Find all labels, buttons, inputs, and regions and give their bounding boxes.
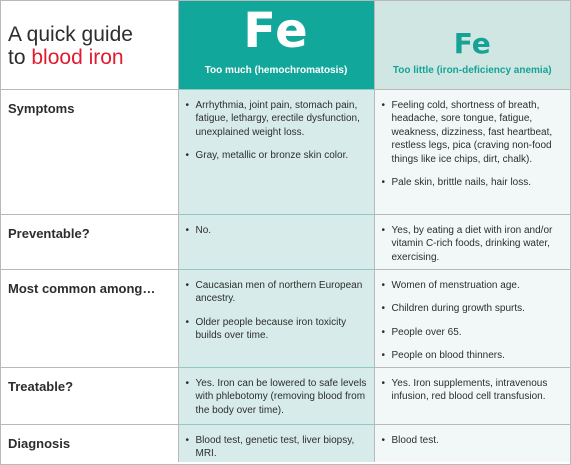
table-row (1, 214, 570, 269)
list-item: • Children during growth spurts. (381, 303, 525, 314)
column-header-too-much (178, 1, 374, 89)
column-header-too-little (374, 1, 570, 89)
row-label: Preventable? (1, 214, 178, 269)
bullet-icon: • (185, 279, 190, 291)
table-row (1, 269, 570, 367)
row-label: Most common among… (1, 269, 178, 367)
cell-too-little (374, 89, 570, 214)
cell-too-little (374, 214, 570, 269)
bullet-icon: • (381, 434, 386, 446)
cell-too-little (374, 367, 570, 424)
bullet-icon: • (185, 150, 190, 161)
list-item: • Arrhythmia, joint pain, stomach pain, fatigue, lethargy, erectile dysfunction, unexplained weight loss. (185, 99, 360, 138)
guide-title (1, 1, 178, 89)
bullet-icon: • (381, 99, 386, 111)
cell-too-little (374, 424, 570, 462)
cell-too-much (178, 89, 374, 214)
bullet-icon: • (185, 377, 190, 389)
list-item: • Yes. Iron can be lowered to safe levels with phlebotomy (removing blood from the body over time). (185, 377, 367, 416)
bullet-icon: • (381, 279, 386, 291)
list-item: • Women of menstruation age. (381, 279, 520, 291)
table-row (1, 89, 570, 214)
bullet-icon: • (381, 177, 386, 188)
bullet-icon: • (185, 434, 190, 446)
bullet-icon: • (185, 99, 190, 111)
list-item: • Blood test. (381, 434, 439, 446)
title-line-1: A quick guide (8, 23, 133, 46)
list-item: • People on blood thinners. (381, 350, 505, 361)
table-row (1, 424, 570, 462)
column-label-too-little: Too little (iron-deficiency anemia) (392, 65, 552, 76)
bullet-icon: • (185, 316, 190, 328)
row-label: Treatable? (1, 367, 178, 424)
list-item: • People over 65. (381, 326, 462, 338)
list-item: • Yes, by eating a diet with iron and/or vitamin C-rich foods, drinking water, exercising. (381, 224, 553, 263)
bullet-icon: • (185, 224, 190, 236)
bullet-icon: • (381, 224, 386, 236)
list-item: • No. (185, 224, 212, 236)
list-item: • Caucasian men of northern European ancestry. (185, 279, 363, 304)
cell-too-much (178, 367, 374, 424)
list-item: • Gray, metallic or bronze skin color. (185, 150, 349, 161)
cell-too-much (178, 269, 374, 367)
list-item: • Blood test, genetic test, liver biopsy, MRI. (185, 434, 355, 459)
comparison-table (1, 1, 570, 462)
list-item: • Older people because iron toxicity builds over time. (185, 316, 347, 341)
title-highlight: blood iron (31, 46, 124, 69)
list-item: • Yes. Iron supplements, intravenous infusion, red blood cell transfusion. (381, 377, 548, 402)
iron-symbol-large: Fe (243, 3, 309, 59)
list-item: • Feeling cold, shortness of breath, headache, sore tongue, fatigue, weakness, dizziness, fast heartbeat, restless legs, pica (craving non-food things like ice chips, dirt, chalk). (381, 99, 553, 165)
bullet-icon: • (381, 303, 386, 314)
cell-too-much (178, 214, 374, 269)
bullet-icon: • (381, 377, 386, 389)
cell-too-little (374, 269, 570, 367)
list-item: • Pale skin, brittle nails, hair loss. (381, 177, 532, 188)
bullet-icon: • (381, 350, 386, 361)
header-row (1, 1, 570, 89)
cell-too-much (178, 424, 374, 462)
bullet-icon: • (381, 326, 386, 338)
column-label-too-much: Too much (hemochromatosis) (204, 65, 348, 76)
row-label: Symptoms (1, 89, 178, 214)
iron-symbol-small: Fe (453, 27, 491, 60)
row-label: Diagnosis (1, 424, 178, 462)
table-row (1, 367, 570, 424)
title-line-2-prefix: to (8, 46, 32, 69)
